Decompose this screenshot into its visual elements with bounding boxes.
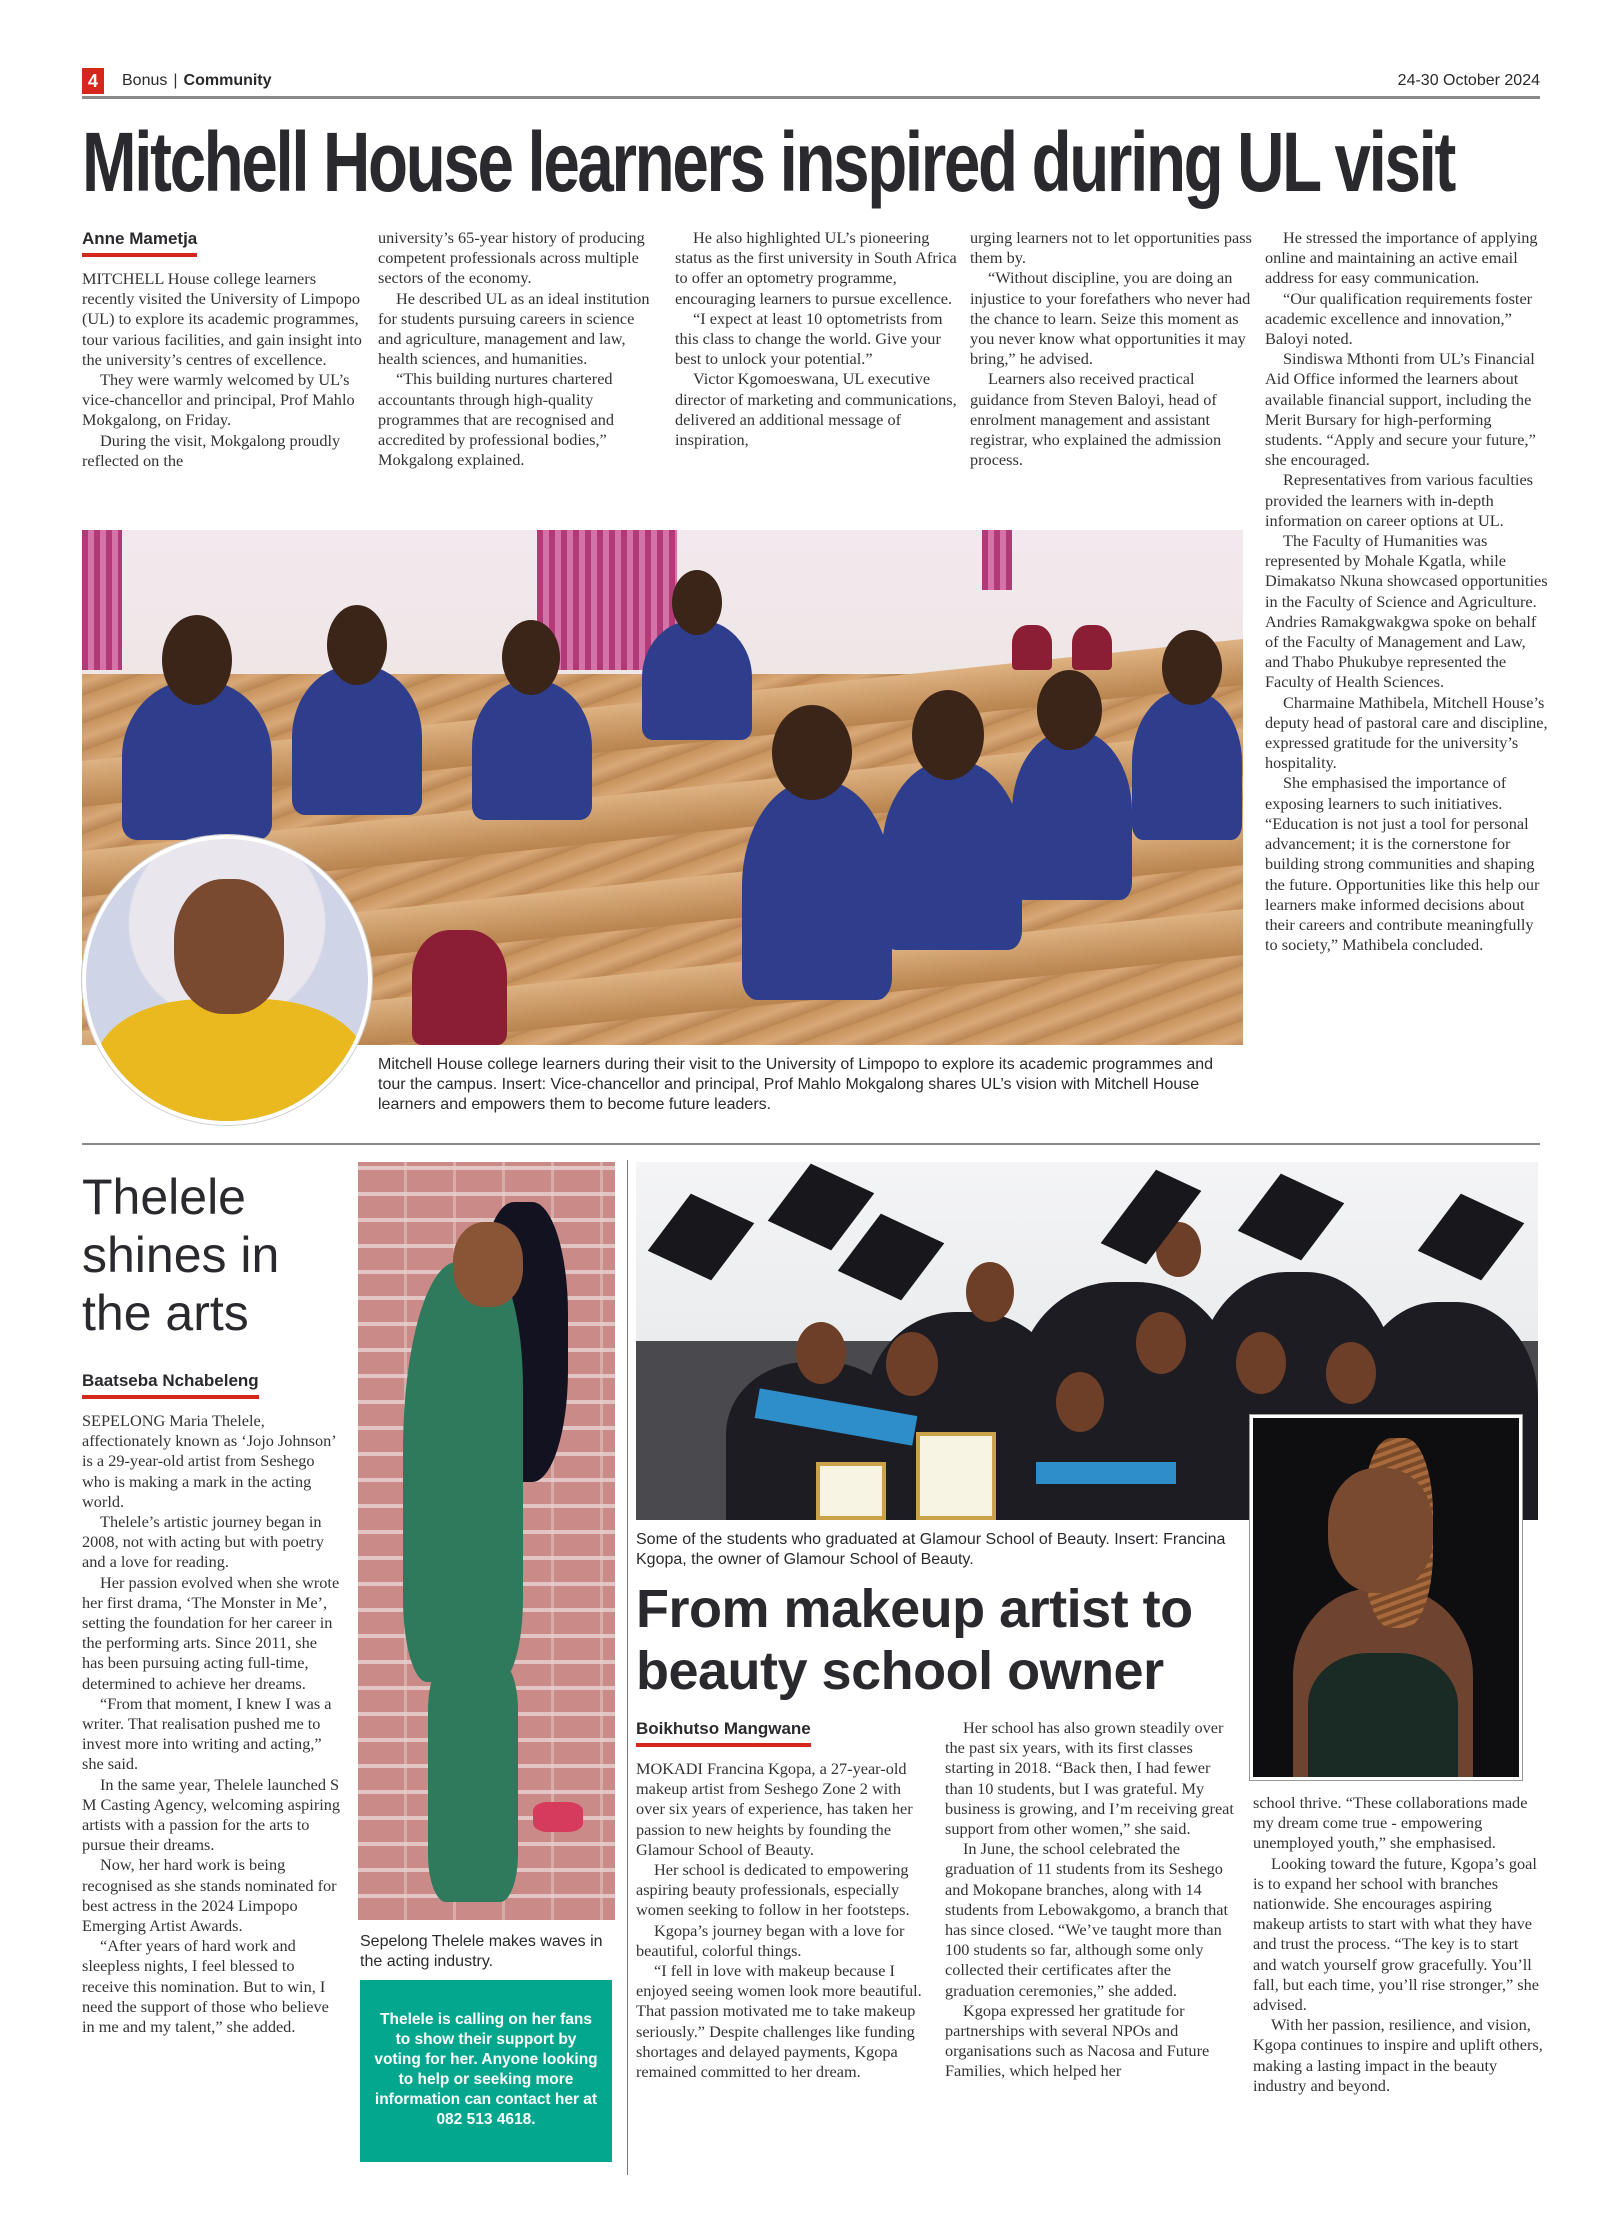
main-article-column-5 [1265,228,1550,955]
green-trousers [428,1662,518,1902]
main-article-column-3 [675,228,957,450]
face [174,879,284,1014]
student-head [327,605,387,685]
face [886,1332,938,1396]
paragraph: Her passion evolved when she wrote her first drama, ‘The Monster in Me’, setting the foundation for her career in the performing arts. Since 2011, she has been pursuing acting full-time, determined to achieve her dreams. [82,1572,340,1693]
chair [1012,625,1052,670]
paragraph: Representatives from various faculties provided the learners with in-depth information on career options at UL. [1265,470,1534,530]
thelele-callout-box: Thelele is calling on her fans to show their support by voting for her. Anyone looking to help or seeking more information can contact her at 082 513 4618. [360,1980,612,2162]
page-number-badge: 4 [82,68,104,94]
vice-chancellor-inset-photo [82,835,372,1125]
paragraph: Learners also received practical guidance from Steven Baloyi, head of enrolment management and assistant registrar, who explained the admission process. [970,369,1222,470]
face [453,1222,523,1307]
paragraph: He also highlighted UL’s pioneering status as the first university in South Africa to offer an optometry programme, encouraging learners to pursue excellence. [675,228,957,308]
paragraph: Sindiswa Mthonti from UL’s Financial Aid Office informed the learners about available financial support, including the Merit Bursary for high-performing students. “Apply and secure your future,” she encouraged. [1265,349,1536,470]
makeup-article-column-3 [1253,1793,1543,2096]
main-photo-caption: Mitchell House college learners during their visit to the University of Limpopo to explore its academic programmes and tour the campus. Insert: Vice-chancellor and principal, Prof Mahlo Mokgalong shares UL’s vision with Mitchell House learners and empowers them to become future leaders. [378,1056,1214,1113]
thelele-photo [358,1162,615,1920]
headline-line: beauty school owner [636,1641,1164,1701]
paragraph: Looking toward the future, Kgopa’s goal is to expand her school with branches nationwide. She encourages aspiring makeup artists to start with what they have and trust the process. “The key is to start and watch yourself grow gracefully. You’ll fall, but each time, you’ll rise stronger,” she advised. [1253,1853,1539,2015]
paragraph: “After years of hard work and sleepless nights, I feel blessed to receive this nomination. But to win, I need the support of those who believe in me and my talent,” she added. [82,1936,329,2037]
chair [412,930,507,1045]
paragraph: Her school is dedicated to empowering aspiring beauty professionals, especially women seeking to follow in her footsteps. [636,1860,910,1920]
paragraph: During the visit, Mokgalong proudly reflected on the [82,430,341,470]
face [966,1262,1014,1322]
paragraph: Kgopa expressed her gratitude for partnerships with several NPOs and organisations such as Nacosa and Future Families, which helped her [945,2000,1210,2081]
red-shoe [533,1802,583,1832]
student [1012,730,1132,900]
paragraph: Charmaine Mathibela, Mitchell House’s deputy head of pastoral care and discipline, expressed gratitude for the university’s hospitality. [1265,692,1548,773]
headline-line: shines in [82,1227,280,1283]
main-byline: Anne Mametja [82,228,197,257]
paragraph: urging learners not to let opportunities pass them by. [970,228,1252,268]
paragraph: MITCHELL House college learners recently visited the University of Limpopo (UL) to explore its academic programmes, tour various facilities, and gain insight into the university’s centres of excellence. [82,269,362,369]
student [642,620,752,740]
paragraph: “I fell in love with makeup because I enjoyed seeing women look more beautiful. That passion motivated me to take makeup seriously.” Despite challenges like funding shortages and delayed payments, Kgopa remained committed to her dream. [636,1961,922,2082]
mortarboard [838,1214,945,1301]
header-rule [82,96,1540,99]
section-label [122,70,272,92]
graduation-photo-caption: Some of the students who graduated at Glamour School of Beauty. Insert: Francina Kgopa, the owner of Glamour School of Beauty. [636,1531,1226,1568]
mortarboard [648,1194,755,1281]
face [1328,1468,1433,1593]
paragraph: “This building nurtures chartered accountants through high-quality programmes that are recognised and accredited by professional bodies,” Mokgalong explained. [378,369,614,470]
paragraph: He stressed the importance of applying online and maintaining an active email address for easy communication. [1265,228,1538,288]
column-divider [627,1160,628,2175]
face [1056,1372,1104,1432]
thelele-photo-caption: Sepelong Thelele makes waves in the acting industry. [360,1933,603,1970]
main-article-column-4 [970,228,1252,470]
paragraph: She emphasised the importance of exposing learners to such initiatives. “Education is not just a tool for personal advancement; it is the cornerstone for building strong communities and shaping the future. Opportunities like this help our learners make informed decisions about their careers and contribute meaningfully to society,” Mathibela concluded. [1265,773,1540,955]
student [292,665,422,815]
student-head [502,620,560,695]
student [882,760,1022,950]
issue-date: 24-30 October 2024 [1397,72,1540,89]
paragraph: In the same year, Thelele launched S M Casting Agency, welcoming aspiring artists with a passion for the arts to pursue their dreams. [82,1774,341,1855]
student [472,680,592,820]
paragraph: Her school has also grown steadily over the past six years, with its first classes starting in 2018. “Back then, I had fewer than 10 students, but I was grateful. My business is growing, and I’m receiving great support from other women,” she said. [945,1718,1234,1839]
section-name: Community [183,72,272,89]
paragraph: “From that moment, I knew I was a writer. That realisation pushed me to invest more into writing and acting,” she said. [82,1693,332,1774]
paragraph: They were warmly welcomed by UL’s vice-chancellor and principal, Prof Mahlo Mokgalong, on Friday. [82,370,355,430]
makeup-article-column-2 [945,1718,1237,2082]
face [796,1322,846,1384]
headline-line: Thelele [82,1169,246,1225]
certificate [816,1462,886,1520]
mortarboard [1238,1174,1345,1261]
makeup-byline: Boikhutso Mangwane [636,1718,811,1747]
certificate [916,1432,996,1520]
curtain [82,530,122,670]
publication-name: Bonus [122,72,168,89]
curtain [982,530,1012,590]
makeup-article-column-1 [636,1718,926,2082]
student-head [1162,630,1222,705]
face [1236,1332,1286,1394]
student-head [162,615,232,705]
paragraph: Now, her hard work is being recognised as she stands nominated for best actress in the 2024 Limpopo Emerging Artist Awards. [82,1855,337,1936]
chair [1072,625,1112,670]
paragraph: school thrive. “These collaborations made my dream come true - empowering unemployed youth,” she emphasised. [1253,1793,1528,1853]
headline-line: From makeup artist to [636,1579,1193,1639]
makeup-headline [636,1578,1193,1702]
thelele-article-body [82,1370,342,2037]
thelele-headline [82,1168,279,1342]
paragraph: Victor Kgomoeswana, UL executive director of marketing and communications, delivered an additional message of inspiration, [675,369,957,450]
student-head [772,705,852,800]
paragraph: He described UL as an ideal institution for students pursuing careers in science and agriculture, management and law, health sciences, and humanities. [378,288,650,369]
paragraph: In June, the school celebrated the graduation of 11 students from its Seshego and Mokopane branches, along with 14 students from Lebowakgomo, a branch that has since closed. “We’ve taught more than 100 students so far, although some only collected their certificates after the graduation ceremonies,” she added. [945,1839,1229,2000]
student-head [672,570,722,635]
student-head [912,690,984,780]
thelele-byline: Baatseba Nchabeleng [82,1370,259,1399]
main-article-column-2 [378,228,660,470]
francina-kgopa-insert-photo [1250,1415,1522,1780]
face [1136,1312,1186,1374]
headline-line: the arts [82,1285,249,1341]
mortarboard [1418,1194,1525,1281]
section-divider [82,1143,1540,1145]
paragraph: “Our qualification requirements foster academic excellence and innovation,” Baloyi noted. [1265,288,1533,349]
paragraph: university’s 65-year history of producing competent professionals across multiple sectors of the economy. [378,228,645,288]
paragraph: Kgopa’s journey began with a love for beautiful, colorful things. [636,1920,905,1960]
paragraph: Thelele’s artistic journey began in 2008, not with acting but with poetry and a love for reading. [82,1512,324,1572]
stole [1036,1462,1176,1484]
face [1326,1342,1376,1404]
paragraph: With her passion, resilience, and vision, Kgopa continues to inspire and uplift others, making a lasting impact in the beauty industry and beyond. [1253,2015,1543,2095]
student [1132,690,1242,840]
paragraph: “I expect at least 10 optometrists from this class to change the world. Give your best to unlock your potential.” [675,308,943,369]
paragraph: SEPELONG Maria Thelele, affectionately known as ‘Jojo Johnson’ is a 29-year-old artist from Seshego who is making a mark in the acting world. [82,1411,336,1511]
paragraph: The Faculty of Humanities was represented by Mohale Kgatla, while Dimakatso Nkuna showcased opportunities in the Faculty of Science and Agriculture. Andries Ramakgwakgwa spoke on behalf of the Faculty of Management and Law, and Thabo Phukubye represented the Faculty of Health Sciences. [1265,531,1548,692]
mortarboard [768,1164,875,1251]
paragraph: MOKADI Francina Kgopa, a 27-year-old makeup artist from Seshego Zone 2 with over six years of experience, has taken her passion to new heights by founding the Glamour School of Beauty. [636,1759,913,1859]
section-separator: | [173,72,178,89]
black-dress [1308,1653,1458,1780]
yellow-shirt [96,999,366,1125]
student [742,780,892,1000]
main-headline: Mitchell House learners inspired during UL visit [82,115,1454,209]
student-head [1037,670,1102,750]
main-article-column-1 [82,228,362,471]
green-outfit [403,1262,523,1682]
paragraph: “Without discipline, you are doing an injustice to your forefathers who never had the chance to learn. Seize this moment as you never know what opportunities it may bring,” he advised. [970,268,1251,369]
